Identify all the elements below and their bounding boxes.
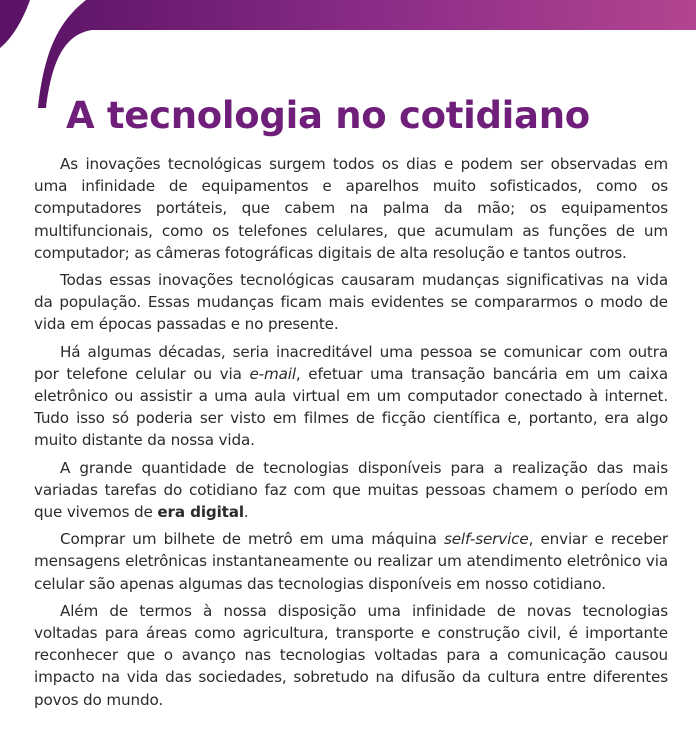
paragraph-text: As inovações tecnológicas surgem todos os dias e podem ser observadas em uma infinidade de equipamentos e aparelhos muito sofisticados, como os computadores portáteis, que cabem na palma da mão; os equipamentos multifuncionais, como os telefones celulares, que acumulam as funções de um computador; as câmeras fotográficas digitais de alta resolução e tantos outros. xyxy=(34,155,668,262)
paragraph-text: Comprar um bilhete de metrô em uma máquina xyxy=(60,530,444,549)
italic-term: e-mail xyxy=(249,364,296,383)
paragraph-6 xyxy=(34,600,668,711)
paragraph-text: A grande quantidade de tecnologias disponíveis para a realização das mais variadas tarefas do cotidiano faz com que muitas pessoas chamem o período em que vivemos de xyxy=(34,458,668,522)
italic-term: self-service xyxy=(443,530,529,549)
paragraph-text: Há algumas décadas, seria inacreditável uma pessoa se comunicar com outra por telefone celular ou via xyxy=(34,342,668,383)
paragraph-1 xyxy=(34,153,668,264)
purple-banner-shape xyxy=(38,0,696,108)
page-title: A tecnologia no cotidiano xyxy=(66,94,590,137)
paragraph-text: Todas essas inovações tecnológicas causaram mudanças significativas na vida da população. Essas mudanças ficam mais evidentes se compararmos o modo de vida em épocas passadas e no presente. xyxy=(34,271,668,334)
paragraph-text: Além de termos à nossa disposição uma infinidade de novas tecnologias voltadas para áreas como agricultura, transporte e construção civil, é importante reconhecer que o avanço nas tecnologias voltadas para a comunicação causou impacto na vida das sociedades, sobretudo na difusão da cultura entre diferentes povos do mundo. xyxy=(34,601,668,709)
article-body xyxy=(34,153,668,711)
paragraph-text: , enviar e receber mensagens eletrônicas instantaneamente ou realizar um atendimento eletrônico via celular são apenas algumas das tecnologias disponíveis em nosso cotidiano. xyxy=(34,530,669,593)
paragraph-text: . xyxy=(243,503,249,522)
paragraph-3 xyxy=(34,341,668,452)
paragraph-4 xyxy=(34,457,668,524)
bold-term: era digital xyxy=(157,503,244,522)
paragraph-2 xyxy=(34,269,668,336)
corner-accent-shape xyxy=(0,0,30,48)
paragraph-text: , efetuar uma transação bancária em um caixa eletrônico ou assistir a uma aula virtual em um computador conectado à internet. Tudo isso só poderia ser visto em filmes de ficção científica e, portanto, era algo muito distante da nossa vida. xyxy=(34,364,668,450)
paragraph-5 xyxy=(34,528,668,595)
